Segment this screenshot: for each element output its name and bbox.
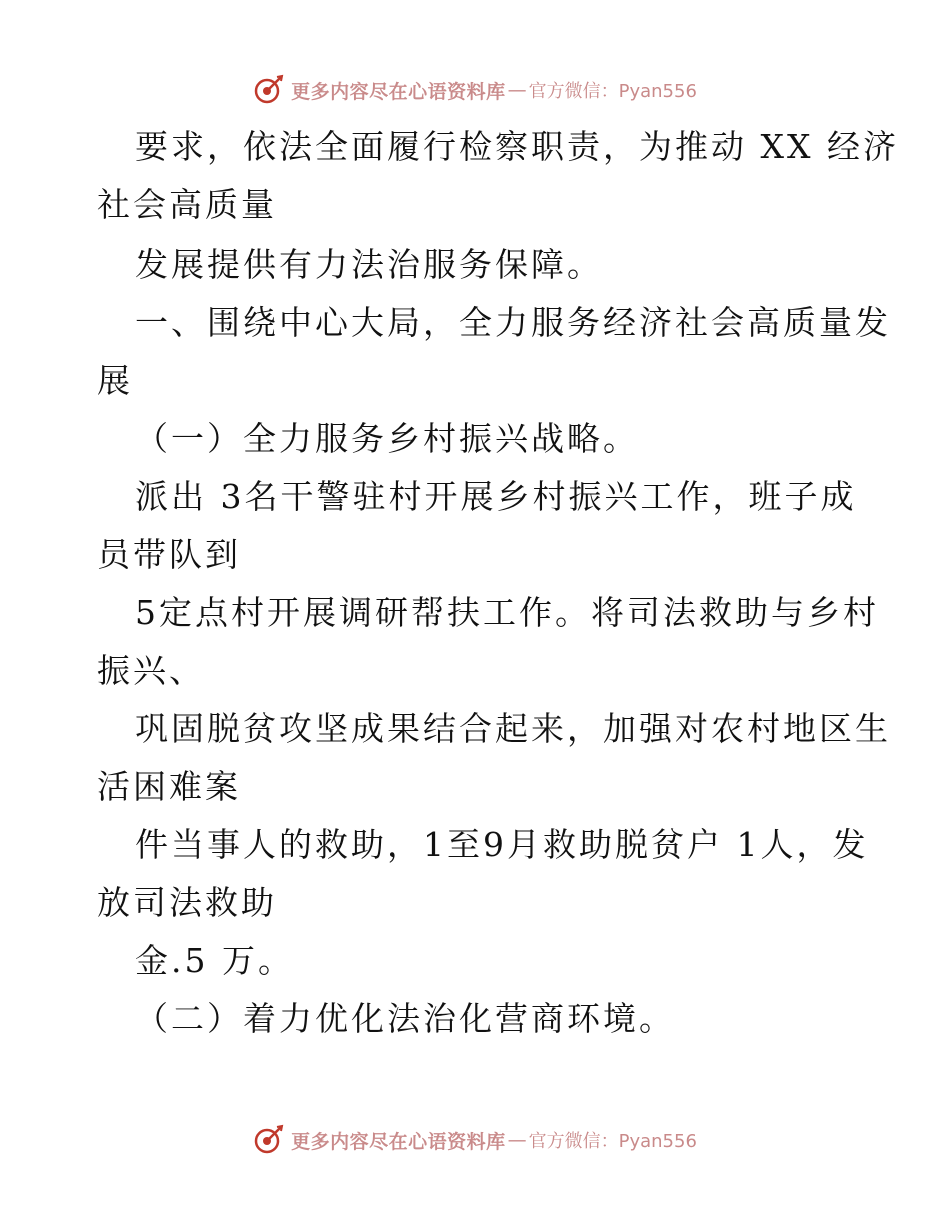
body-line: 派出 3名干警驻村开展乡村振兴工作，班子成 [135,477,857,516]
brand-logo-icon [253,74,285,106]
section-heading: （二）着力优化法治化营商环境。 [135,999,675,1038]
watermark-contact-text: 官方微信：Pyan556 [528,81,697,102]
footer-watermark [0,1120,950,1160]
body-line: 社会高质量 [97,185,277,224]
body-line: 一、围绕中心大局，全力服务经济社会高质量发 [135,303,891,342]
watermark-contact-text: 官方微信：Pyan556 [528,1131,697,1152]
watermark-dash: — [507,79,527,101]
body-line: 振兴、 [97,651,205,690]
watermark-brand-text: 更多内容尽在心语资料库 [291,1130,506,1153]
body-line: 要求，依法全面履行检察职责，为推动 XX 经济 [135,127,899,166]
body-line: 金.5 万。 [135,941,294,980]
header-watermark [0,70,950,110]
body-line: 5定点村开展调研帮扶工作。将司法救助与乡村 [135,593,879,632]
body-line: 员带队到 [97,535,241,574]
body-line: 件当事人的救助，1至9月救助脱贫户 1人，发 [135,825,869,864]
body-line: 放司法救助 [97,883,277,922]
watermark-brand-text: 更多内容尽在心语资料库 [291,80,506,103]
body-line: 活困难案 [97,767,241,806]
body-line: 巩固脱贫攻坚成果结合起来，加强对农村地区生 [135,709,891,748]
section-heading: （一）全力服务乡村振兴战略。 [135,419,639,458]
watermark-dash: — [507,1129,527,1151]
brand-logo-icon [253,1124,285,1156]
body-line: 展 [97,361,133,400]
body-line: 发展提供有力法治服务保障。 [135,245,603,284]
